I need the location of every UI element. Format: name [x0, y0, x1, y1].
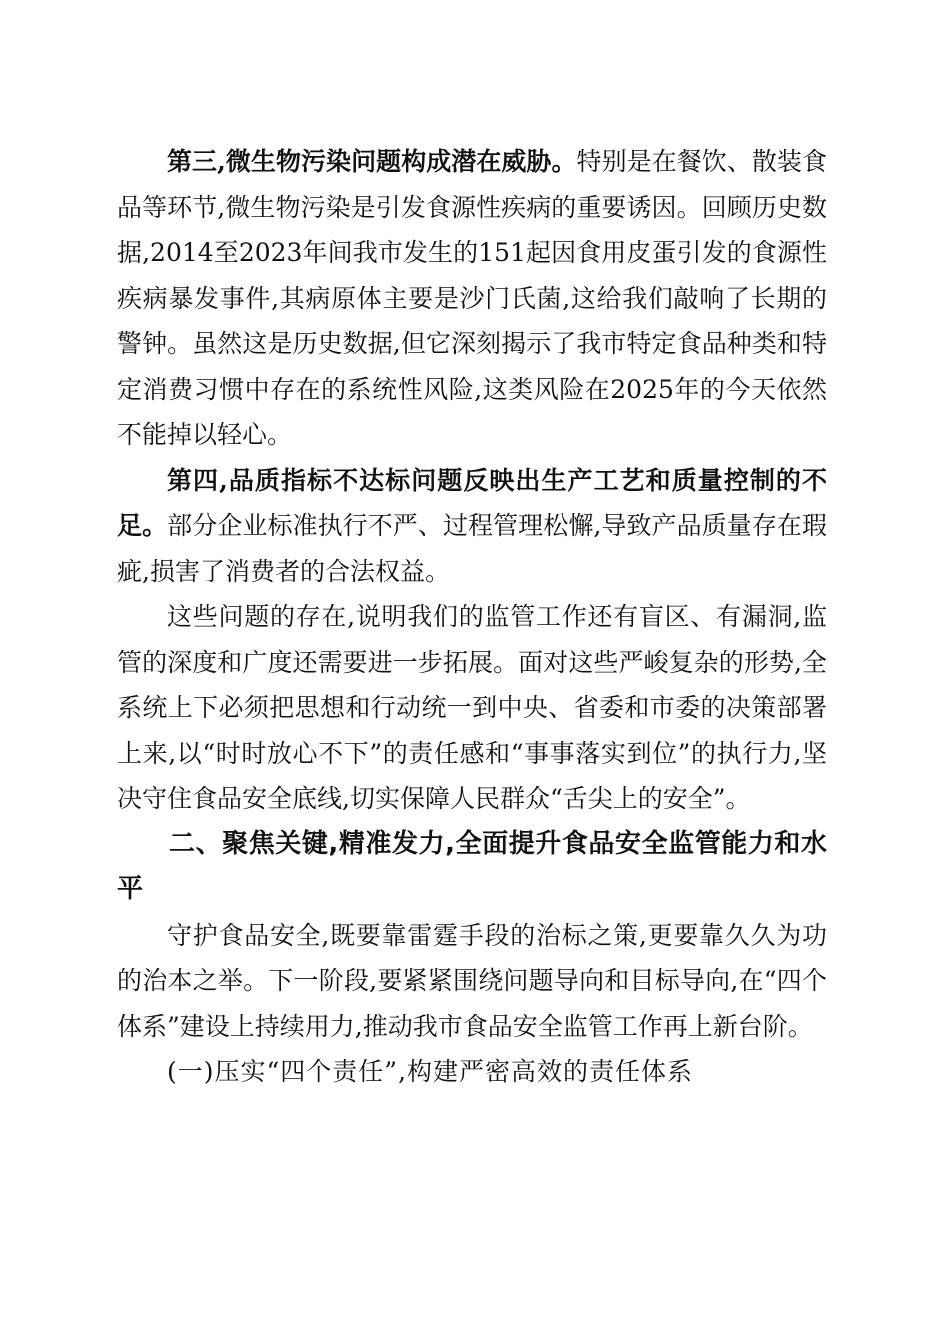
paragraph-section-two-intro: 守护食品安全,既要靠雷霆手段的治标之策,更要靠久久为功的治本之举。下一阶段,要紧紧围绕问题导向和目标导向,在“四个体系”建设上持续用力,推动我市食品安全监管工作再上新台阶。	[117, 920, 827, 1041]
paragraph-quality-indicators	[117, 458, 827, 595]
paragraph-problems-summary	[117, 594, 827, 822]
paragraph-text-fourth: 部分企业标准执行不严、过程管理松懈,导致产品质量存在瑕疵,损害了消费者的合法权益。	[117, 511, 827, 586]
document-body	[117, 139, 827, 1095]
paragraph-text-third: 特别是在餐饮、散装食品等环节,微生物污染是引发食源性疾病的重要诱因。回顾历史数据,2014至2023年间我市发生的151起因食用皮蛋引发的食源性疾病暴发事件,其病原体主要是沙门氏菌,这给我们敲响了长期的警钟。虽然这是历史数据,但它深刻揭示了我市特定食品种类和特定消费习惯中存在的系统性风险,这类风险在2025年的今天依然不能掉以轻心。	[117, 147, 827, 449]
paragraph-microbial-contamination	[117, 139, 827, 458]
subheading-four-responsibilities: (一)压实“四个责任”,构建严密高效的责任体系	[167, 1057, 694, 1086]
paragraph-text-summary: 这些问题的存在,说明我们的监管工作还有盲区、有漏洞,监管的深度和广度还需要进一步拓展。面对这些严峻复杂的形势,全系统上下必须把思想和行动统一到中央、省委和市委的决策部署上来,以“时时放心不下”的责任感和“事事落实到位”的执行力,坚决守住食品安全底线,切实保障人民群众“舌尖上的安全”。	[117, 602, 827, 813]
paragraph-lead-fourth: 第四,品质指标不达标问题反映出生产工艺和质量控制的不足。	[117, 465, 827, 540]
paragraph-lead-third: 第三,微生物污染问题构成潜在威胁。	[167, 147, 577, 176]
section-heading-two: 二、聚焦关键,精准发力,全面提升食品安全监管能力和水平	[117, 828, 827, 904]
